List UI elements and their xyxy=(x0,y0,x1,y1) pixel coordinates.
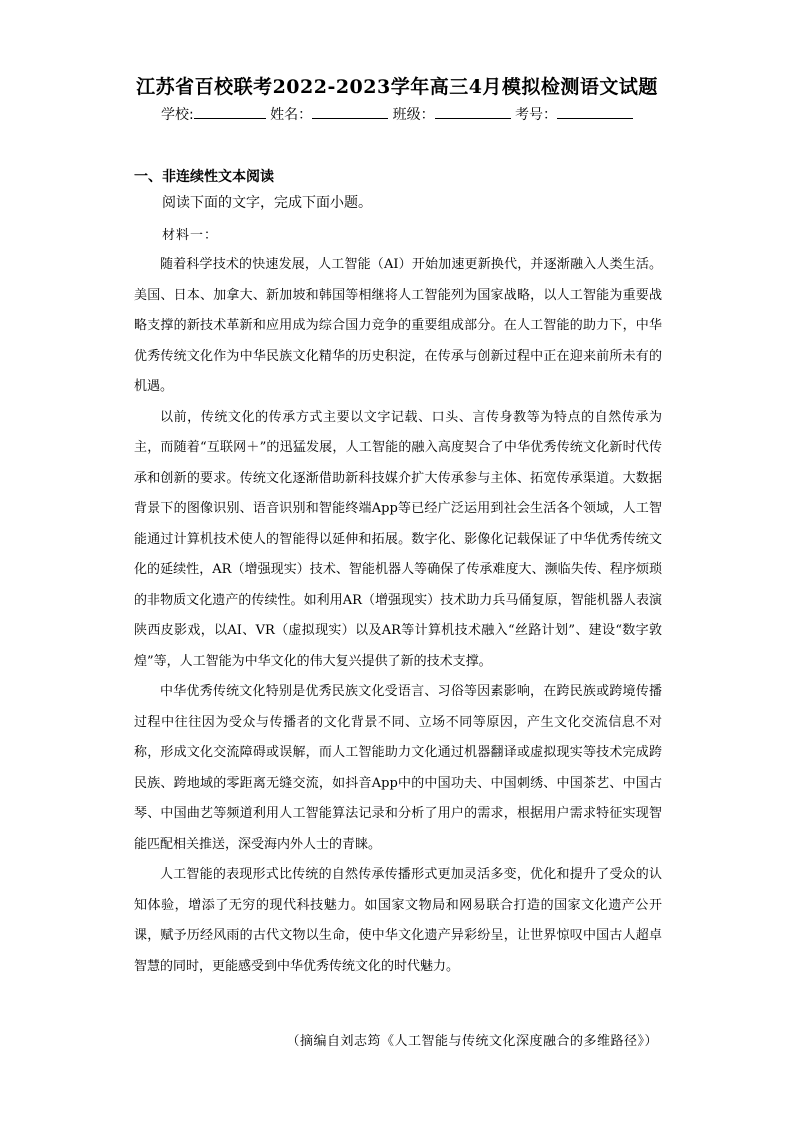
section-heading: 一、非连续性文本阅读 xyxy=(134,169,274,185)
material-body xyxy=(134,250,662,982)
class-blank[interactable] xyxy=(435,104,511,119)
exam-no-label: 考号： xyxy=(515,107,558,123)
name-blank[interactable] xyxy=(312,104,388,119)
section-instruction: 阅读下面的文字，完成下面小题。 xyxy=(162,195,372,211)
exam-no-blank[interactable] xyxy=(557,104,633,119)
material-label: 材料一： xyxy=(162,228,219,243)
source-citation: （摘编自刘志筠《人工智能与传统文化深度融合的多维路径》） xyxy=(286,1034,658,1049)
page-title: 江苏省百校联考2022-2023学年高三4月模拟检测语文试题 xyxy=(136,76,658,98)
paragraph: 以前，传统文化的传承方式主要以文字记载、口头、言传身教等为特点的自然传承为主，而随着“互联网＋”的迅猛发展，人工智能的融入高度契合了中华优秀传统文化新时代传承和创新的要求。传统文化逐渐借助新科技媒介扩大传承参与主体、拓宽传承渠道。大数据背景下的图像识别、语音识别和智能终端App等已经广泛运用到社会生活各个领域，人工智能通过计算机技术使人的智能得以延伸和拓展。数字化、影像化记载保证了中华优秀传统文化的延续性，AR（增强现实）技术、智能机器人等确保了传承难度大、濒临失传、程序烦琐的非物质文化遗产的传续性。如利用AR（增强现实）技术助力兵马俑复原，智能机器人表演陕西皮影戏，以AI、VR（虚拟现实）以及AR等计算机技术融入“丝路计划”、建设“数字敦煌”等，人工智能为中华文化的伟大复兴提供了新的技术支撑。 xyxy=(134,409,662,669)
student-info-line xyxy=(0,104,794,124)
paragraph: 中华优秀传统文化特别是优秀民族文化受语言、习俗等因素影响，在跨民族或跨境传播过程中往往因为受众与传播者的文化背景不同、立场不同等原因，产生文化交流信息不对称，形成文化交流障碍或误解，而人工智能助力文化通过机器翻译或虚拟现实等技术完成跨民族、跨地域的零距离无缝交流，如抖音App中的中国功夫、中国刺绣、中国茶艺、中国古琴、中国曲艺等频道利用人工智能算法记录和分析了用户的需求，根据用户需求特征实现智能匹配相关推送，深受海内外人士的青睐。 xyxy=(134,684,662,852)
name-label: 姓名： xyxy=(270,107,313,123)
school-label: 学校: xyxy=(160,107,194,123)
class-label: 班级： xyxy=(392,107,435,123)
paragraph: 随着科学技术的快速发展，人工智能（AI）开始加速更新换代，并逐渐融入人类生活。美国、日本、加拿大、新加坡和韩国等相继将人工智能列为国家战略，以人工智能为重要战略支撑的新技术革新和应用成为综合国力竞争的重要组成部分。在人工智能的助力下，中华优秀传统文化作为中华民族文化精华的历史积淀，在传承与创新过程中正在迎来前所未有的机遇。 xyxy=(134,257,662,394)
school-blank[interactable] xyxy=(194,104,266,119)
paragraph: 人工智能的表现形式比传统的自然传承传播形式更加灵活多变，优化和提升了受众的认知体验，增添了无穷的现代科技魅力。如国家文物局和网易联合打造的国家文化遗产公开课，赋予历经风雨的古代文物以生命，使中华文化遗产异彩纷呈，让世界惊叹中国古人超卓智慧的同时，更能感受到中华优秀传统文化的时代魅力。 xyxy=(134,867,662,974)
